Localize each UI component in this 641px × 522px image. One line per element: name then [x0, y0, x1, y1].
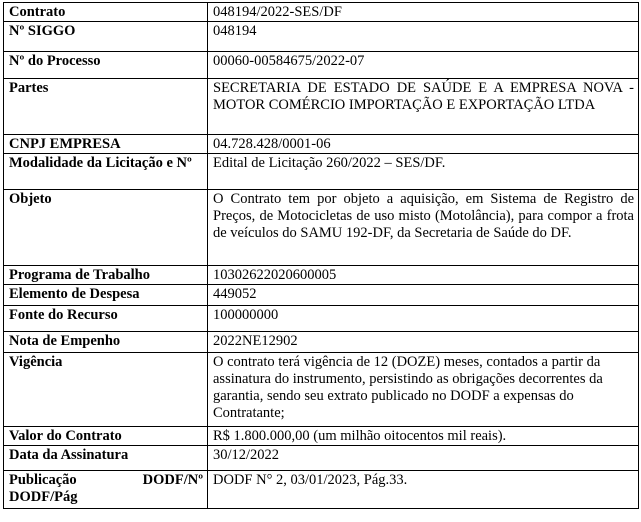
row-value-cnpj: 04.728.428/0001-06 [208, 135, 639, 154]
table-row [4, 471, 639, 509]
row-label-vigencia: Vigência [4, 353, 208, 427]
table-row [4, 446, 639, 471]
table-row [4, 266, 639, 285]
row-label-valor: Valor do Contrato [4, 427, 208, 446]
publicacao-label-part3: DODF/Pág [9, 489, 78, 505]
row-value-objeto: O Contrato tem por objeto a aquisição, em Sistema de Registro de Preços, de Motocicletas de uso misto (Motolância), para compor a frota de veículos do SAMU 192-DF, da Secretaria de Saúde do DF. [208, 190, 639, 266]
row-value-empenho: 2022NE12902 [208, 332, 639, 353]
table-row [4, 135, 639, 154]
table-row [4, 306, 639, 332]
row-value-siggo: 048194 [208, 22, 639, 52]
table-row [4, 353, 639, 427]
row-value-processo: 00060-00584675/2022-07 [208, 52, 639, 79]
row-label-programa: Programa de Trabalho [4, 266, 208, 285]
publicacao-label-part1: Publicação [9, 472, 77, 488]
row-label-data: Data da Assinatura [4, 446, 208, 471]
row-label-elemento: Elemento de Despesa [4, 285, 208, 306]
row-label-publicacao [4, 471, 208, 509]
row-label-modalidade: Modalidade da Licitação e Nº [4, 154, 208, 190]
row-label-processo: Nº do Processo [4, 52, 208, 79]
table-row [4, 52, 639, 79]
row-value-vigencia: O contrato terá vigência de 12 (DOZE) meses, contados a partir da assinatura do instrumento, persistindo as obrigações decorrentes da garantia, sendo seu extrato publicado no DODF a expensas do Contratante; [208, 353, 639, 427]
row-label-partes: Partes [4, 79, 208, 135]
table-row [4, 427, 639, 446]
table-row [4, 154, 639, 190]
table-row [4, 190, 639, 266]
row-value-programa: 10302622020600005 [208, 266, 639, 285]
row-label-fonte: Fonte do Recurso [4, 306, 208, 332]
row-value-data: 30/12/2022 [208, 446, 639, 471]
table-row [4, 285, 639, 306]
row-label-cnpj: CNPJ EMPRESA [4, 135, 208, 154]
row-label-siggo: Nº SIGGO [4, 22, 208, 52]
row-value-valor: R$ 1.800.000,00 (um milhão oitocentos mil reais). [208, 427, 639, 446]
row-value-elemento: 449052 [208, 285, 639, 306]
table-row [4, 79, 639, 135]
table-row [4, 3, 639, 22]
table-row [4, 332, 639, 353]
row-label-contrato: Contrato [4, 3, 208, 22]
row-value-partes: SECRETARIA DE ESTADO DE SAÚDE E A EMPRESA NOVA - MOTOR COMÉRCIO IMPORTAÇÃO E EXPORTAÇÃO LTDA [208, 79, 639, 135]
table-row [4, 22, 639, 52]
row-value-contrato: 048194/2022-SES/DF [208, 3, 639, 22]
row-label-objeto: Objeto [4, 190, 208, 266]
row-value-publicacao: DODF N° 2, 03/01/2023, Pág.33. [208, 471, 639, 509]
row-label-empenho: Nota de Empenho [4, 332, 208, 353]
row-value-modalidade: Edital de Licitação 260/2022 – SES/DF. [208, 154, 639, 190]
contract-summary-table [3, 2, 639, 509]
publicacao-label-line [9, 472, 203, 489]
row-value-fonte: 100000000 [208, 306, 639, 332]
publicacao-label-part2: DODF/Nº [142, 472, 203, 488]
